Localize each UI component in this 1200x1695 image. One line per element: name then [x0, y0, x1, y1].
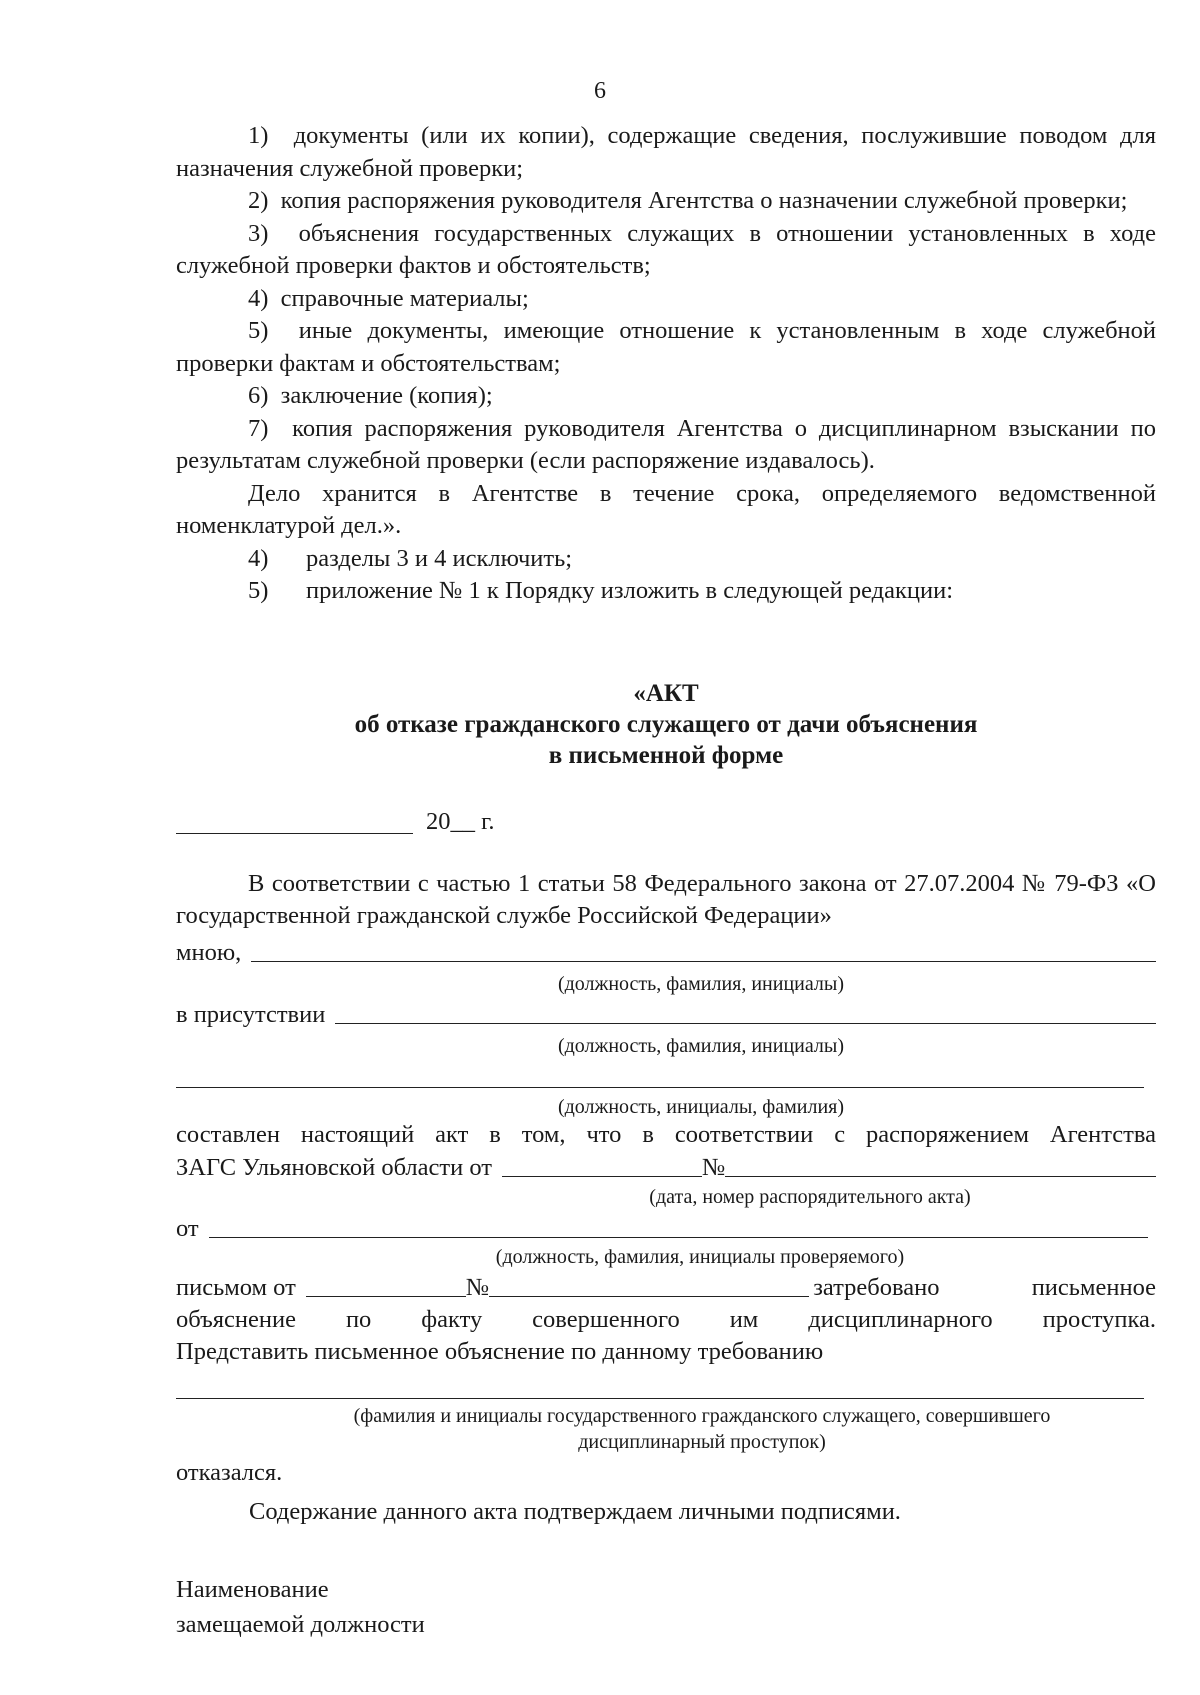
act-title-line3: в письменной форме: [548, 742, 784, 769]
from-row: [176, 1214, 1148, 1244]
zags-row: [176, 1153, 1156, 1183]
letter-from-label: письмом от: [176, 1274, 296, 1301]
by-me-row: [176, 938, 1156, 968]
list-item: 1) документы (или их копии), содержащие сведения, послужившие поводом для назначения служебной проверки;: [176, 122, 1157, 182]
zags-text: ЗАГС Ульяновской области от: [176, 1154, 492, 1181]
explanation-line: объяснение по факту совершенного им дисциплинарного проступка.: [176, 1306, 1156, 1333]
caption-employee-line1: (фамилия и инициалы государственного гражданского служащего, совершившего: [353, 1405, 1051, 1427]
intro-paragraph: В соответствии с частью 1 статьи 58 Федерального закона от 27.07.2004 № 79-ФЗ «О государственной гражданской службе Российской Федерации»: [176, 870, 1156, 929]
list-item: 4) справочные материалы;: [248, 284, 529, 312]
by-me-blank[interactable]: [251, 961, 1156, 962]
requested-text: затребовано письменное: [813, 1274, 1156, 1301]
case-paragraph: Дело хранится в Агентстве в течение срока, определяемого ведомственной номенклатурой дел.».: [176, 479, 1156, 539]
order-number-blank[interactable]: [725, 1176, 1156, 1177]
caption-order: (дата, номер распорядительного акта): [649, 1186, 971, 1208]
list-item: 6) заключение (копия);: [248, 382, 493, 409]
page-number: 6: [594, 78, 606, 104]
amend-item: 4) разделы 3 и 4 исключить;: [248, 544, 573, 572]
list-item: 2) копия распоряжения руководителя Агентства о назначении служебной проверки;: [248, 187, 1128, 214]
employee-blank[interactable]: [176, 1398, 1144, 1399]
list-section: [176, 120, 1156, 608]
compiled-text: составлен настоящий акт в том, что в соответствии с распоряжением Агентства: [176, 1121, 1156, 1148]
date-year: 20__ г.: [426, 808, 495, 835]
letter-number-blank[interactable]: [489, 1296, 809, 1297]
from-blank[interactable]: [209, 1237, 1148, 1238]
letter-row: [176, 1273, 1156, 1303]
by-me-label: мною,: [176, 939, 242, 966]
list-item: 5) иные документы, имеющие отношение к установленным в ходе служебной проверки фактам и обстоятельствам;: [176, 317, 1157, 377]
confirm-line: Содержание данного акта подтверждаем личными подписями.: [249, 1498, 901, 1525]
act-title-line1: «АКТ: [633, 680, 699, 707]
provide-line: Представить письменное объяснение по данному требованию: [176, 1338, 824, 1365]
caption-position-name-1: (должность, фамилия, инициалы): [557, 973, 845, 995]
date-blank[interactable]: [176, 833, 413, 834]
number-sign: №: [702, 1154, 726, 1181]
letter-date-blank[interactable]: [306, 1296, 466, 1297]
caption-checked-person: (должность, фамилия, инициалы проверяемого): [495, 1246, 905, 1268]
letter-number-sign: №: [465, 1274, 490, 1301]
act-title: [176, 678, 1156, 771]
caption-position-name-3: (должность, инициалы, фамилия): [557, 1096, 845, 1118]
caption-position-name-2: (должность, фамилия, инициалы): [557, 1035, 845, 1057]
from-label: от: [176, 1215, 199, 1242]
position-label-line1: Наименование: [176, 1576, 329, 1603]
list-item: 7) копия распоряжения руководителя Агентства о дисциплинарном взыскании по результатам служебной проверки (если распоряжение издавалось).: [176, 414, 1157, 474]
presence-blank[interactable]: [335, 1023, 1156, 1024]
list-item: 3) объяснения государственных служащих в отношении установленных в ходе служебной проверки фактов и обстоятельств;: [176, 219, 1156, 279]
caption-employee-line2: дисциплинарный проступок): [578, 1431, 826, 1453]
presence-label: в присутствии: [176, 1001, 326, 1028]
presence-row: [176, 1000, 1156, 1030]
act-title-line2: об отказе гражданского служащего от дачи объяснения: [354, 711, 978, 738]
refused-text: отказался.: [176, 1459, 283, 1486]
amend-item: 5) приложение № 1 к Порядку изложить в следующей редакции:: [248, 577, 954, 604]
witness-blank[interactable]: [176, 1087, 1144, 1088]
order-date-blank[interactable]: [502, 1176, 702, 1177]
position-label-line2: замещаемой должности: [176, 1611, 425, 1638]
